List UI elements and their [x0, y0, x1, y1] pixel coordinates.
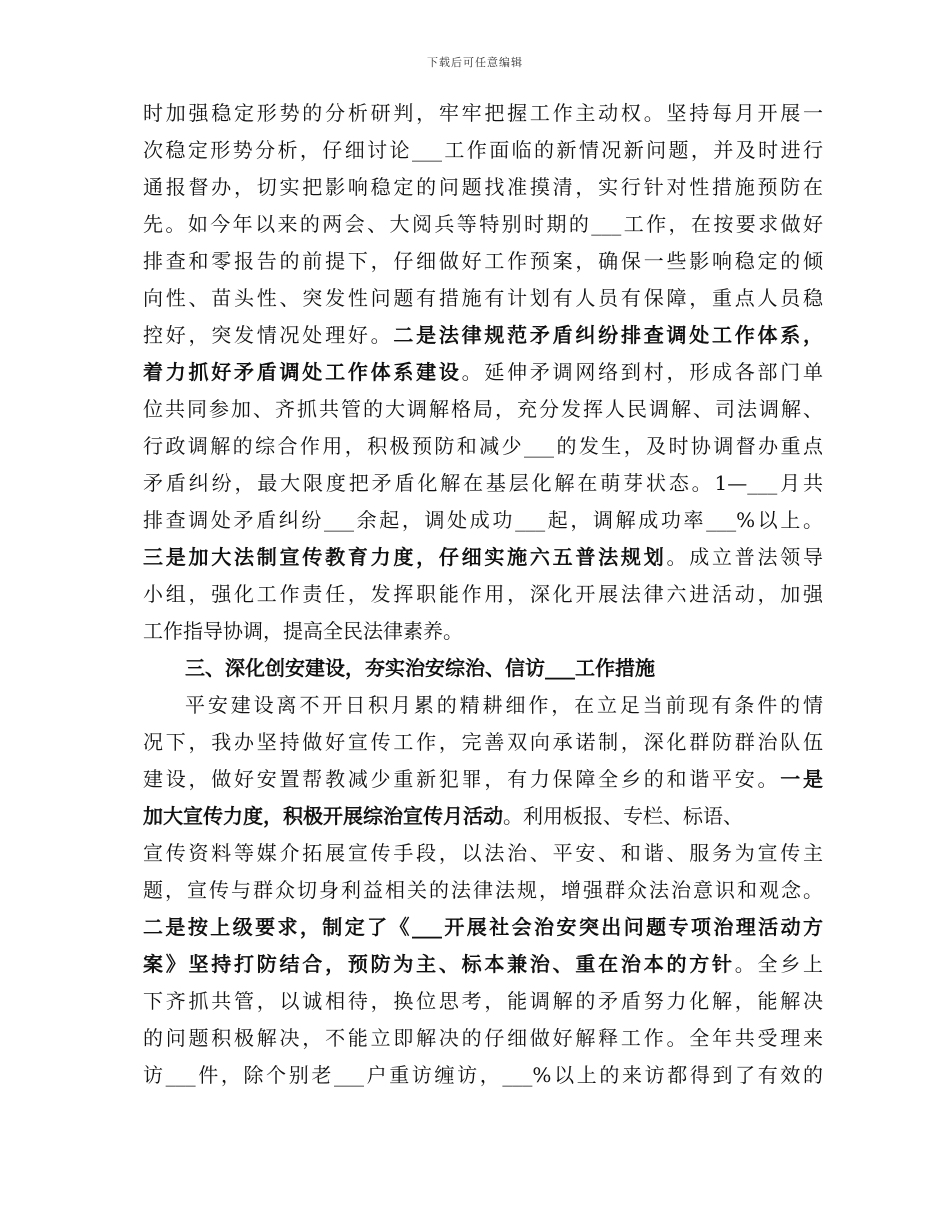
bold-text-segment: 着力抓好矛盾调处工作体系建设 [143, 360, 462, 384]
text-segment: 矛盾纠纷，最大限度把矛盾化解在基层化解在萌芽状态。1—___月共 [143, 471, 823, 495]
text-line [143, 317, 823, 354]
text-segment: 访___件，除个别老___户重访缠访，___%以上的来访都得到了有效的 [143, 1063, 823, 1087]
text-line [143, 650, 823, 687]
text-line [143, 872, 823, 909]
text-line [143, 1057, 823, 1094]
text-segment: 平安建设离不开日积月累的精耕细作，在立足当前现有条件的情 [185, 693, 823, 717]
text-segment: 时加强稳定形势的分析研判，牢牢把握工作主动权。坚持每月开展一 [143, 101, 823, 125]
text-line [143, 391, 823, 428]
bold-text-segment: 加大宣传力度，积极开展综治宣传月活动 [143, 804, 503, 828]
bold-text-segment: 二是按上级要求，制定了《___开展社会治安突出问题专项治理活动方 [143, 915, 823, 939]
page-header: 下载后可任意编辑 [427, 56, 523, 69]
text-segment: 工作指导协调，提高全民法律素养。 [143, 619, 463, 643]
text-segment: 。成立普法领导 [666, 545, 824, 569]
bold-text-segment: 二是法律规范矛盾纠纷排查调处工作体系， [393, 323, 824, 347]
text-line [143, 428, 823, 465]
text-line [143, 169, 823, 206]
text-segment: 排查调处矛盾纠纷___余起，调处成功___起，调解成功率___%以上。 [143, 508, 823, 532]
text-line [143, 983, 823, 1020]
text-segment: 次稳定形势分析，仔细讨论___工作面临的新情况新问题，并及时进行 [143, 138, 823, 162]
text-line [143, 909, 823, 946]
text-segment: 位共同参加、齐抓共管的大调解格局，充分发挥人民调解、司法调解、 [143, 397, 823, 421]
bold-text-segment: 一是 [780, 767, 824, 791]
text-line [143, 243, 823, 280]
text-line [143, 539, 823, 576]
document-body [143, 95, 823, 1094]
text-line [143, 576, 823, 613]
text-line [143, 761, 823, 798]
text-segment: 宣传资料等媒介拓展宣传手段，以法治、平安、和谐、服务为宣传主 [143, 841, 823, 865]
bold-text-segment: 案》坚持打防结合，预防为主、标本兼治、重在治本的方针 [143, 952, 735, 976]
text-segment: 控好，突发情况处理好。 [143, 323, 394, 347]
text-segment: 况下，我办坚持做好宣传工作，完善双向承诺制，深化群防群治队伍 [143, 730, 823, 754]
text-line [143, 95, 823, 132]
text-segment: 题，宣传与群众切身利益相关的法律法规，增强群众法治意识和观念。 [143, 878, 823, 902]
text-segment: 建设，做好安置帮教减少重新犯罪，有力保障全乡的和谐平安。 [143, 767, 781, 791]
text-segment: 。全乡上 [734, 952, 824, 976]
text-line [143, 724, 823, 761]
text-segment: 下齐抓共管，以诚相待，换位思考，能调解的矛盾努力化解，能解决 [143, 989, 823, 1013]
text-line [143, 613, 823, 650]
text-segment: 先。如今年以来的两会、大阅兵等特别时期的___工作，在按要求做好 [143, 212, 823, 236]
text-line [143, 798, 823, 835]
text-line [143, 280, 823, 317]
text-line [143, 1020, 823, 1057]
text-line [143, 354, 823, 391]
text-segment: 排查和零报告的前提下，仔细做好工作预案，确保一些影响稳定的倾 [143, 249, 823, 273]
text-segment: 小组，强化工作责任，发挥职能作用，深化开展法律六进活动，加强 [143, 582, 823, 606]
text-segment: 通报督办，切实把影响稳定的问题找准摸清，实行针对性措施预防在 [143, 175, 823, 199]
text-line [143, 687, 823, 724]
text-line [143, 835, 823, 872]
text-line [143, 132, 823, 169]
text-line [143, 465, 823, 502]
text-line [143, 946, 823, 983]
text-segment: 向性、苗头性、突发性问题有措施有计划有人员有保障，重点人员稳 [143, 286, 823, 310]
bold-text-segment: 三是加大法制宣传教育力度，仔细实施六五普法规划 [143, 545, 667, 569]
text-line [143, 206, 823, 243]
text-segment: 的问题积极解决，不能立即解决的仔细做好解释工作。全年共受理来 [143, 1026, 823, 1050]
text-segment: 。延伸矛调网络到村，形成各部门单 [461, 360, 824, 384]
text-segment: 。利用板报、专栏、标语、 [503, 804, 743, 828]
text-segment: 行政调解的综合作用，积极预防和减少___的发生，及时协调督办重点 [143, 434, 823, 458]
text-line [143, 502, 823, 539]
bold-text-segment: 三、深化创安建设，夯实治安综治、信访___工作措施 [185, 656, 655, 680]
